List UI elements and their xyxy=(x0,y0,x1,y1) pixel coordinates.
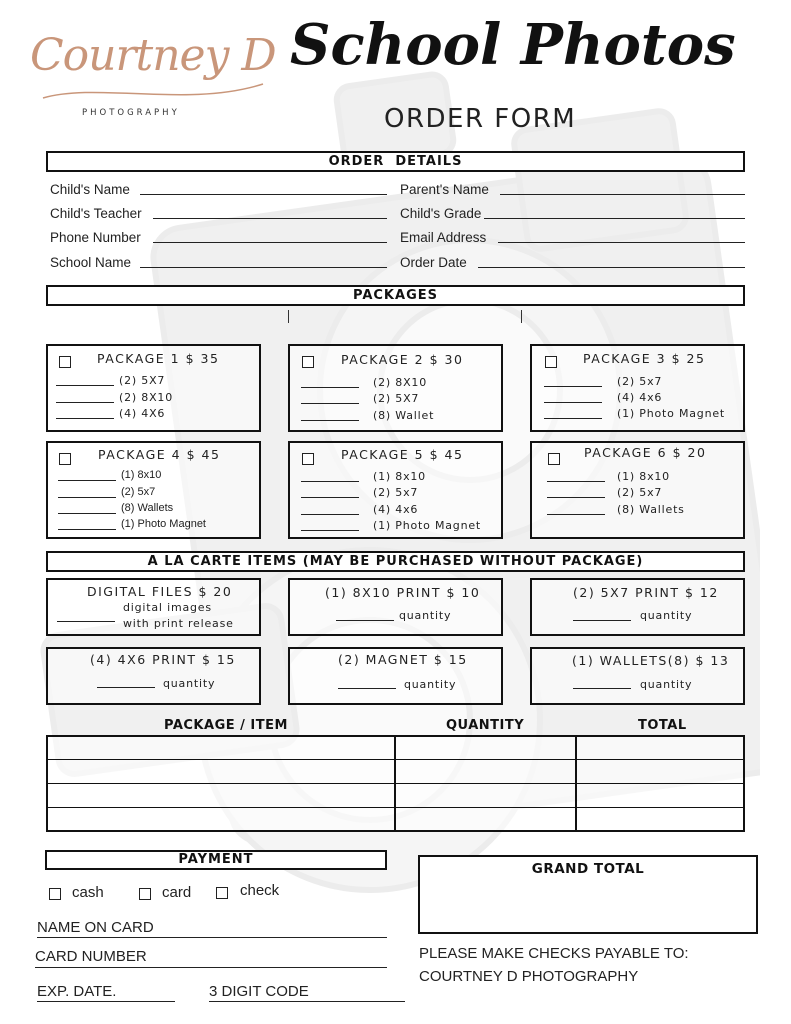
package-2-item: (2) 5X7 xyxy=(373,392,420,405)
package-2-qty-line[interactable] xyxy=(301,403,359,404)
alacarte-magnet-qty-line[interactable] xyxy=(338,688,396,689)
page-title: School Photos xyxy=(290,12,736,78)
package-2-item: (2) 8X10 xyxy=(373,376,428,389)
package-4-qty-line[interactable] xyxy=(58,480,116,481)
alacarte-heading: A LA CARTE ITEMS (MAY BE PURCHASED WITHOUT PACKAGE) xyxy=(46,551,745,572)
page-subtitle: ORDER FORM xyxy=(384,104,577,134)
package-2-qty-line[interactable] xyxy=(301,387,359,388)
package-1-item: (2) 8X10 xyxy=(119,391,174,404)
alacarte-5x7-title: (2) 5X7 PRINT $ 12 xyxy=(573,585,719,600)
package-6-item: (8) Wallets xyxy=(617,503,685,516)
alacarte-digital-line1: digital images xyxy=(123,601,212,614)
packages-heading: PACKAGES xyxy=(46,285,745,306)
alacarte-5x7-qty-line[interactable] xyxy=(573,620,631,621)
alacarte-digital-line2: with print release xyxy=(123,617,234,630)
logo-swash xyxy=(38,78,268,108)
package-1-qty-line[interactable] xyxy=(56,418,114,419)
card-number-label: CARD NUMBER xyxy=(35,948,147,965)
divider-tick xyxy=(521,310,522,323)
email-address-label: Email Address xyxy=(400,230,487,245)
name-on-card-field[interactable] xyxy=(37,937,387,938)
package-6-qty-line[interactable] xyxy=(547,497,605,498)
package-1-checkbox[interactable] xyxy=(59,356,71,368)
package-3-item: (4) 4x6 xyxy=(617,391,663,404)
name-on-card-label: NAME ON CARD xyxy=(37,919,154,936)
package-5-qty-line[interactable] xyxy=(301,514,359,515)
order-date-label: Order Date xyxy=(400,255,467,270)
package-1-item: (2) 5X7 xyxy=(119,374,166,387)
phone-number-label: Phone Number xyxy=(50,230,141,245)
package-6-item: (2) 5x7 xyxy=(617,486,663,499)
package-3-qty-line[interactable] xyxy=(544,386,602,387)
parents-name-label: Parent's Name xyxy=(400,182,489,197)
alacarte-magnet-quantity: quantity xyxy=(404,678,457,691)
package-1-qty-line[interactable] xyxy=(56,402,114,403)
package-4-qty-line[interactable] xyxy=(58,529,116,530)
cash-label: cash xyxy=(72,884,104,901)
package-1-title: PACKAGE 1 $ 35 xyxy=(97,351,220,366)
card-checkbox[interactable] xyxy=(139,888,151,900)
package-3-item: (2) 5x7 xyxy=(617,375,663,388)
childs-name-label: Child's Name xyxy=(50,182,130,197)
package-4-qty-line[interactable] xyxy=(58,497,116,498)
alacarte-4x6-title: (4) 4X6 PRINT $ 15 xyxy=(90,652,236,667)
package-5-qty-line[interactable] xyxy=(301,497,359,498)
alacarte-wallets-quantity: quantity xyxy=(640,678,693,691)
parents-name-field[interactable] xyxy=(500,194,745,195)
alacarte-5x7-quantity: quantity xyxy=(640,609,693,622)
package-6-qty-line[interactable] xyxy=(547,481,605,482)
divider-tick xyxy=(288,310,289,323)
payment-heading: PAYMENT xyxy=(45,850,387,870)
card-number-field[interactable] xyxy=(35,967,387,968)
check-checkbox[interactable] xyxy=(216,887,228,899)
alacarte-digital-title: DIGITAL FILES $ 20 xyxy=(87,584,233,599)
alacarte-digital-qty-line[interactable] xyxy=(57,621,115,622)
code-label: 3 DIGIT CODE xyxy=(209,983,309,1000)
package-5-qty-line[interactable] xyxy=(301,530,359,531)
cash-checkbox[interactable] xyxy=(49,888,61,900)
alacarte-8x10-quantity: quantity xyxy=(399,609,452,622)
package-3-checkbox[interactable] xyxy=(545,356,557,368)
code-field[interactable] xyxy=(209,1001,405,1002)
package-3-item: (1) Photo Magnet xyxy=(617,407,726,420)
package-6-item: (1) 8x10 xyxy=(617,470,670,483)
package-2-title: PACKAGE 2 $ 30 xyxy=(341,352,464,367)
package-3-qty-line[interactable] xyxy=(544,418,602,419)
alacarte-8x10-qty-line[interactable] xyxy=(336,620,394,621)
package-1-item: (4) 4X6 xyxy=(119,407,166,420)
childs-name-field[interactable] xyxy=(140,194,387,195)
exp-date-label: EXP. DATE. xyxy=(37,983,117,1000)
package-6-title: PACKAGE 6 $ 20 xyxy=(584,445,707,460)
package-3-title: PACKAGE 3 $ 25 xyxy=(583,351,706,366)
package-2-qty-line[interactable] xyxy=(301,420,359,421)
grand-total-label: GRAND TOTAL xyxy=(531,861,645,877)
logo-sub: PHOTOGRAPHY xyxy=(82,108,180,118)
package-4-title: PACKAGE 4 $ 45 xyxy=(98,447,221,462)
exp-date-field[interactable] xyxy=(37,1001,175,1002)
logo-script: Courtney D xyxy=(30,30,276,81)
package-5-title: PACKAGE 5 $ 45 xyxy=(341,447,464,462)
phone-number-field[interactable] xyxy=(153,242,387,243)
package-5-checkbox[interactable] xyxy=(302,453,314,465)
checks-payable-line2: COURTNEY D PHOTOGRAPHY xyxy=(419,968,639,985)
school-name-label: School Name xyxy=(50,255,132,270)
table-row[interactable] xyxy=(46,783,745,784)
package-5-qty-line[interactable] xyxy=(301,481,359,482)
childs-grade-field[interactable] xyxy=(484,218,745,219)
childs-grade-label: Child's Grade xyxy=(400,206,482,221)
check-label: check xyxy=(240,882,280,899)
email-address-field[interactable] xyxy=(498,242,745,243)
order-date-field[interactable] xyxy=(478,267,745,268)
alacarte-4x6-quantity: quantity xyxy=(163,677,216,690)
alacarte-wallets-qty-line[interactable] xyxy=(573,688,631,689)
package-5-item: (4) 4x6 xyxy=(373,503,419,516)
childs-teacher-label: Child's Teacher xyxy=(50,206,142,221)
package-2-item: (8) Wallet xyxy=(373,409,435,422)
package-2-checkbox[interactable] xyxy=(302,356,314,368)
table-row[interactable] xyxy=(46,759,745,760)
package-4-item: (1) 8x10 xyxy=(121,469,162,481)
package-4-qty-line[interactable] xyxy=(58,513,116,514)
childs-teacher-field[interactable] xyxy=(153,218,387,219)
package-6-checkbox[interactable] xyxy=(548,453,560,465)
checks-payable-line1: PLEASE MAKE CHECKS PAYABLE TO: xyxy=(419,945,689,962)
table-row[interactable] xyxy=(46,807,745,808)
alacarte-wallets-title: (1) WALLETS(8) $ 13 xyxy=(572,653,730,668)
package-3-qty-line[interactable] xyxy=(544,402,602,403)
package-4-item: (1) Photo Magnet xyxy=(121,518,206,530)
alacarte-magnet-title: (2) MAGNET $ 15 xyxy=(338,652,468,667)
table-header-item: PACKAGE / ITEM xyxy=(164,718,288,733)
table-header-quantity: QUANTITY xyxy=(446,718,525,733)
order-details-heading: ORDER DETAILS xyxy=(46,151,745,172)
package-6-qty-line[interactable] xyxy=(547,514,605,515)
package-5-item: (1) 8x10 xyxy=(373,470,426,483)
package-5-item: (1) Photo Magnet xyxy=(373,519,482,532)
card-label: card xyxy=(162,884,192,901)
table-header-total: TOTAL xyxy=(638,718,687,733)
alacarte-4x6-qty-line[interactable] xyxy=(97,687,155,688)
package-4-checkbox[interactable] xyxy=(59,453,71,465)
package-4-item: (2) 5x7 xyxy=(121,486,156,498)
school-name-field[interactable] xyxy=(140,267,387,268)
logo xyxy=(28,18,276,128)
alacarte-8x10-title: (1) 8X10 PRINT $ 10 xyxy=(325,585,481,600)
package-5-item: (2) 5x7 xyxy=(373,486,419,499)
package-4-item: (8) Wallets xyxy=(121,502,174,514)
package-1-qty-line[interactable] xyxy=(56,385,114,386)
